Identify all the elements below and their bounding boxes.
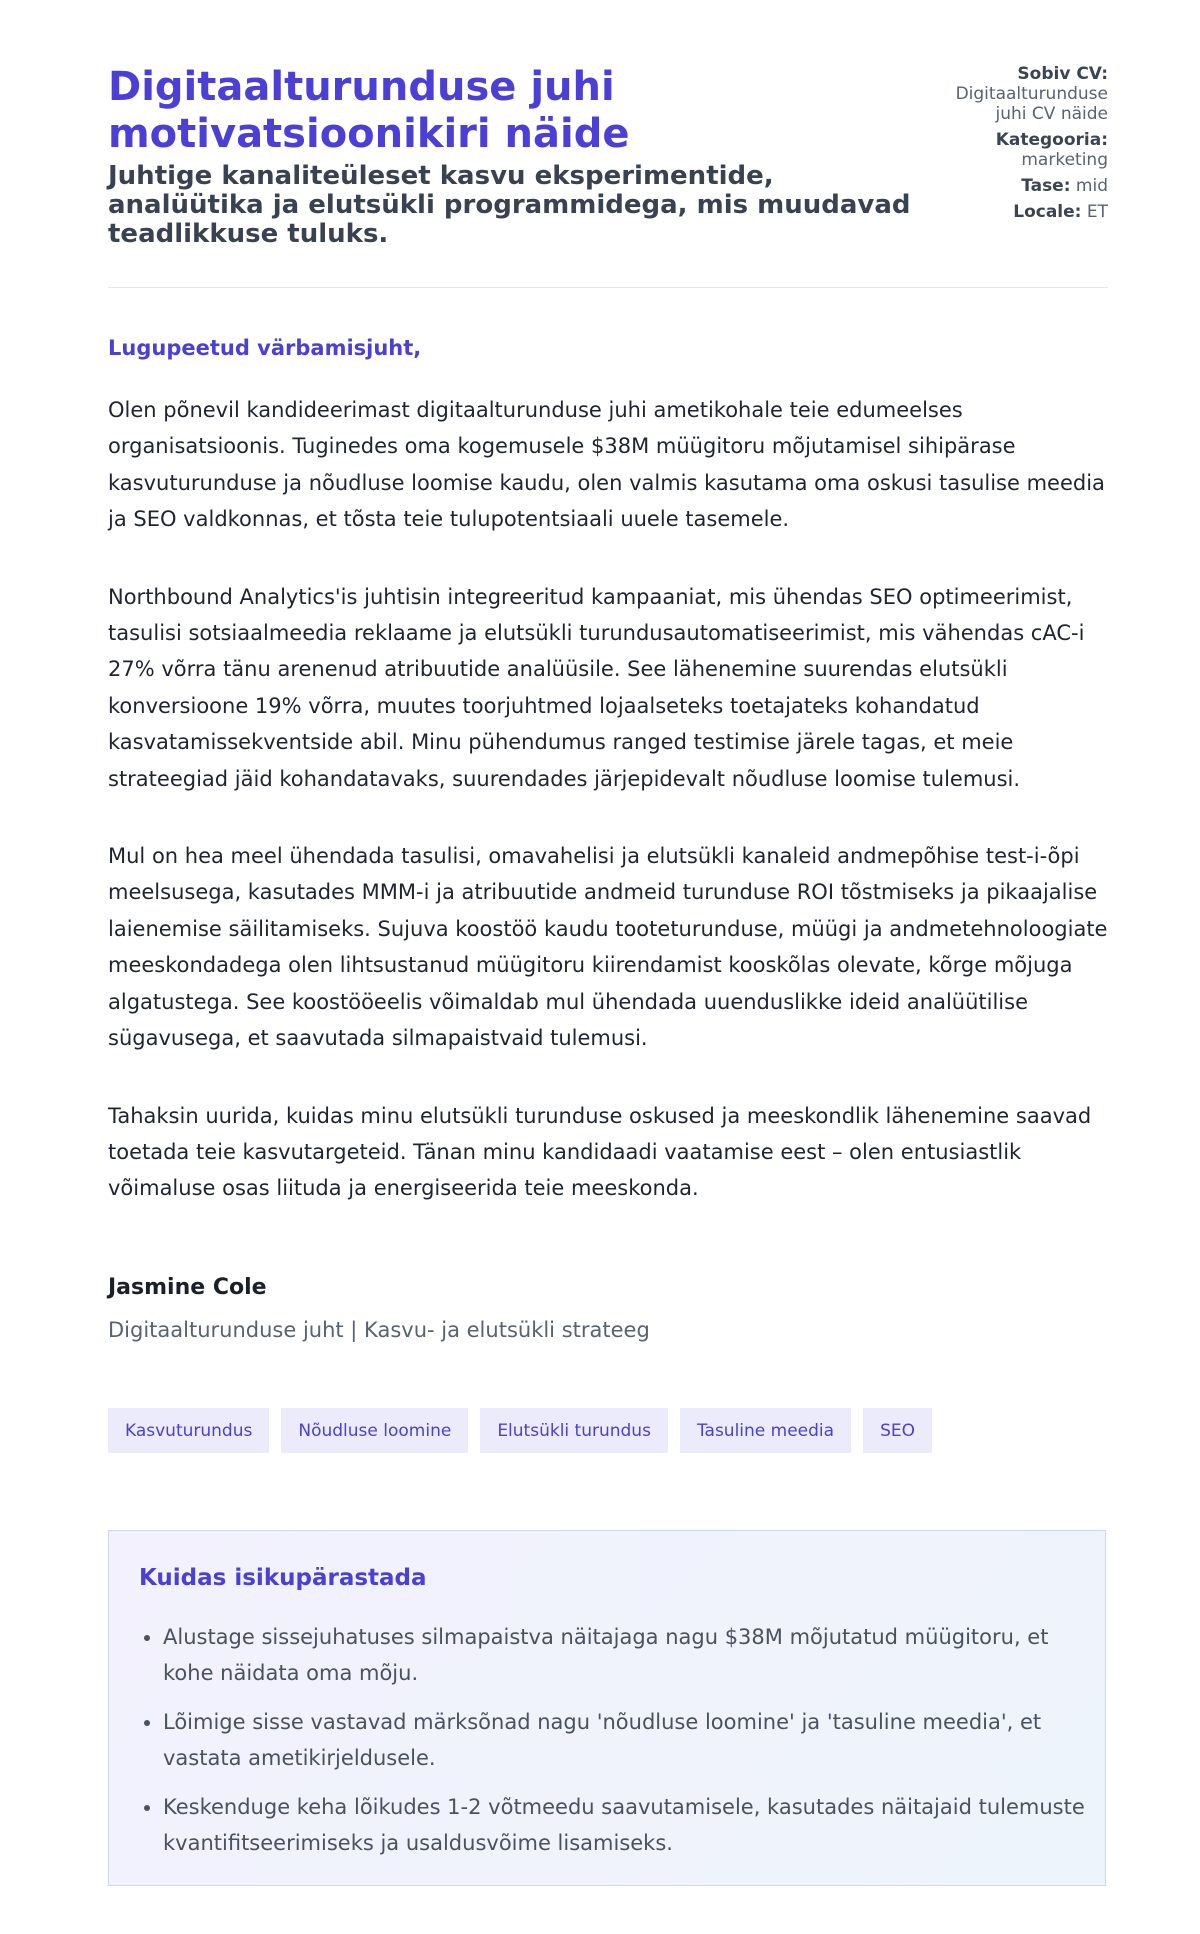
letter-paragraph: Olen põnevil kandideerimast digitaalturunduse juhi ametikohale teie edumeelses organisatsioonis. Tuginedes oma kogemusele $38M müügitoru mõjutamisel sihipärase kasvuturunduse ja nõudluse loomise kaudu, olen valmis kasutama oma oskusi tasulise meedia ja SEO valdkonnas, et tõsta teie tulupotentsiaali uuele tasemele.: [108, 398, 1105, 532]
tag: SEO: [863, 1408, 932, 1453]
meta-cv: [920, 64, 1108, 124]
tips-title: Kuidas isikupärastada: [139, 1565, 427, 1591]
meta-locale: [920, 202, 1108, 222]
tag: Kasvuturundus: [108, 1408, 269, 1453]
meta-category: [920, 130, 1108, 170]
letter-paragraph: Mul on hea meel ühendada tasulisi, omavahelisi ja elutsükli kanaleid andmepõhise test-i-õpi meelsusega, kasutades MMM-i ja atribuutide andmeid turunduse ROI tõstmiseks ja pikaajalise laienemise säilitamiseks. Sujuva koostöö kaudu tooteturunduse, müügi ja andmetehnoloogiate meeskondadega olen lihtsustanud müügitoru kiirendamist kooskõlas olevate, kõrge mõjuga algatustega. See koostööeelis võimaldab mul ühendada uuenduslikke ideid analüütilise sügavusega, et saavutada silmapaistvaid tulemusi.: [108, 844, 1108, 1051]
salutation: Lugupeetud värbamisjuht,: [108, 336, 422, 360]
meta-locale-label: Locale:: [1013, 202, 1082, 222]
tips-list: [137, 1619, 1093, 1874]
header-divider: [108, 287, 1108, 288]
tips-item: • Alustage sissejuhatuses silmapaistva näitajaga nagu $38M mõjutatud müügitoru, et kohe näidata oma mõju.: [163, 1619, 1093, 1691]
meta-level-label: Tase:: [1021, 176, 1071, 196]
meta-level: [920, 176, 1108, 196]
letter-paragraph: Northbound Analytics'is juhtisin integreeritud kampaaniat, mis ühendas SEO optimeerimist, tasulisi sotsiaalmeedia reklaame ja elutsükli turundusautomatiseerimist, mis vähendas cAC-i 27% võrra tänu arenenud atribuutide analüüsile. See lähenemine suurendas elutsükli konversioone 19% võrra, muutes toorjuhtmed lojaalseteks toetajateks kohandatud kasvatamissekventside abil. Minu pühendumus ranged testimise järele tagas, et meie strateegiad jäid kohandatavaks, suurendades järjepidevalt nõudluse loomise tulemusi.: [108, 584, 1085, 791]
meta-category-label: Kategooria:: [995, 130, 1108, 150]
tag: Nõudluse loomine: [281, 1408, 468, 1453]
tag-list: [108, 1408, 932, 1453]
page-title: Digitaalturunduse juhi motivatsioonikiri näide: [108, 64, 630, 157]
letter-body: [108, 392, 1110, 1248]
tips-item: • Keskenduge keha lõikudes 1-2 võtmeedu saavutamisele, kasutades näitajaid tulemuste kvantifitseerimiseks ja usaldusvõime lisamiseks.: [163, 1789, 1093, 1861]
meta-cv-label: Sobiv CV:: [1017, 64, 1108, 84]
tag: Tasuline meedia: [680, 1408, 851, 1453]
title-block: [108, 64, 920, 249]
meta-locale-value: ET: [1086, 202, 1108, 222]
tips-box: [108, 1530, 1106, 1886]
meta-panel: [920, 64, 1108, 249]
page-subtitle: Juhtige kanaliteüleset kasvu eksperimentide, analüütika ja elutsükli programmidega, mis muudavad teadlikkuse tuluks.: [108, 161, 911, 249]
meta-category-value: marketing: [1021, 150, 1108, 170]
meta-cv-value: Digitaalturunduse juhi CV näide: [955, 84, 1108, 124]
signature-name: Jasmine Cole: [108, 1275, 267, 1300]
header: [108, 64, 1108, 249]
signature-title: Digitaalturunduse juht | Kasvu- ja elutsükli strateeg: [108, 1318, 650, 1342]
tag: Elutsükli turundus: [480, 1408, 668, 1453]
meta-level-value: mid: [1075, 176, 1108, 196]
letter-paragraph: Tahaksin uurida, kuidas minu elutsükli turunduse oskused ja meeskondlik lähenemine saavad toetada teie kasvutargeteid. Tänan minu kandidaadi vaatamise eest – olen entusiastlik võimaluse osas liituda ja energiseerida teie meeskonda.: [108, 1103, 1092, 1201]
tips-item: • Lõimige sisse vastavad märksõnad nagu 'nõudluse loomine' ja 'tasuline meedia', et vastata ametikirjeldusele.: [163, 1704, 1093, 1776]
